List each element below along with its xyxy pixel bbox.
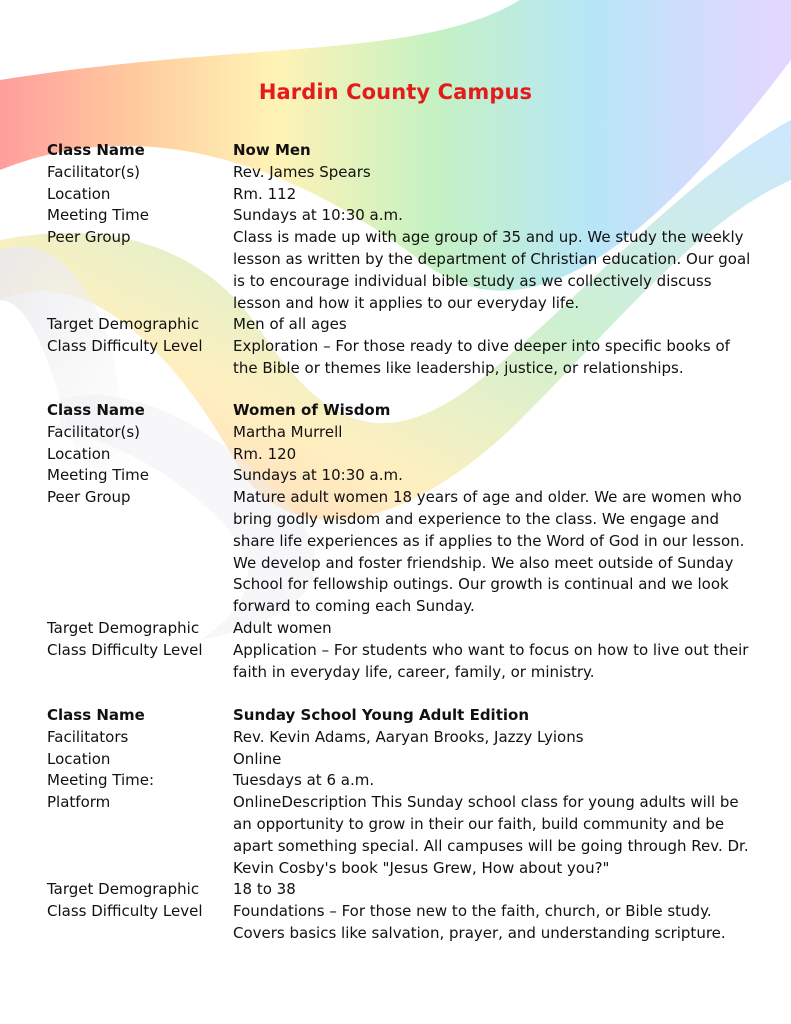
target-demographic-row bbox=[47, 879, 767, 901]
field-label: Facilitator(s) bbox=[47, 422, 141, 441]
peer-group-row bbox=[47, 487, 767, 618]
field-label: Class Difficulty Level bbox=[47, 902, 203, 921]
class-name-row bbox=[47, 705, 767, 727]
field-value: Men of all ages bbox=[233, 315, 347, 334]
field-label: Location bbox=[47, 444, 111, 463]
target-demographic-row bbox=[47, 314, 767, 336]
field-value: Foundations – For those new to the faith, church, or Bible study. Covers basics like salvation, prayer, and understanding scripture. bbox=[233, 902, 726, 942]
platform-row bbox=[47, 792, 767, 879]
field-value: Class is made up with age group of 35 and up. We study the weekly lesson as written by the department of Christian education. Our goal is to encourage individual bible study as we collectively discuss lesson and how it applies to our everyday life. bbox=[233, 228, 751, 312]
field-value: Adult women bbox=[233, 618, 332, 637]
field-label: Target Demographic bbox=[47, 618, 200, 637]
facilitator-row bbox=[47, 422, 767, 444]
field-label: Meeting Time bbox=[47, 206, 149, 225]
field-label: Peer Group bbox=[47, 488, 131, 507]
field-label: Class Difficulty Level bbox=[47, 337, 203, 356]
field-label: Class Name bbox=[47, 141, 145, 159]
field-value: Tuesdays at 6 a.m. bbox=[233, 771, 375, 790]
field-label: Location bbox=[47, 749, 111, 768]
field-label: Class Name bbox=[47, 401, 145, 419]
field-label: Facilitator(s) bbox=[47, 162, 141, 181]
field-label: Target Demographic bbox=[47, 880, 200, 899]
meeting-time-row bbox=[47, 205, 767, 227]
field-label: Meeting Time bbox=[47, 466, 149, 485]
class-name-value: Now Men bbox=[233, 141, 311, 159]
field-value: Sundays at 10:30 a.m. bbox=[233, 206, 403, 225]
page-title: Hardin County Campus bbox=[258, 80, 533, 104]
difficulty-level-row bbox=[47, 640, 767, 684]
meeting-time-row bbox=[47, 465, 767, 487]
field-label: Platform bbox=[47, 793, 111, 812]
field-value: 18 to 38 bbox=[233, 880, 296, 899]
class-name-value: Sunday School Young Adult Edition bbox=[233, 706, 529, 724]
facilitator-row bbox=[47, 162, 767, 184]
peer-group-row bbox=[47, 227, 767, 314]
field-label: Class Difficulty Level bbox=[47, 640, 203, 659]
field-value: Rev. Kevin Adams, Aaryan Brooks, Jazzy Lyions bbox=[233, 727, 584, 746]
class-name-row bbox=[47, 400, 767, 422]
difficulty-level-row bbox=[47, 901, 767, 945]
field-label: Location bbox=[47, 184, 111, 203]
target-demographic-row bbox=[47, 618, 767, 640]
field-label: Target Demographic bbox=[47, 315, 200, 334]
class-name-row bbox=[47, 140, 767, 162]
field-value: Sundays at 10:30 a.m. bbox=[233, 466, 403, 485]
location-row bbox=[47, 444, 767, 466]
field-value: OnlineDescription This Sunday school class for young adults will be an opportunity to grow in their our faith, build community and be apart something special. All campuses will be going through Rev. Dr. Kevin Cosby's book "Jesus Grew, How about you?" bbox=[233, 793, 749, 877]
field-label: Class Name bbox=[47, 706, 145, 724]
field-label: Facilitators bbox=[47, 727, 129, 746]
location-row bbox=[47, 184, 767, 206]
facilitators-row bbox=[47, 727, 767, 749]
location-row bbox=[47, 749, 767, 771]
field-value: Online bbox=[233, 749, 282, 768]
field-value: Rm. 112 bbox=[233, 184, 297, 203]
difficulty-level-row bbox=[47, 336, 767, 380]
class-block-women-of-wisdom bbox=[47, 400, 767, 683]
class-block-now-men bbox=[47, 140, 767, 380]
field-label: Meeting Time: bbox=[47, 771, 155, 790]
field-value: Application – For students who want to focus on how to live out their faith in everyday life, career, family, or ministry. bbox=[233, 640, 749, 681]
field-value: Rm. 120 bbox=[233, 444, 297, 463]
field-label: Peer Group bbox=[47, 228, 131, 247]
field-value: Rev. James Spears bbox=[233, 162, 371, 181]
field-value: Martha Murrell bbox=[233, 422, 343, 441]
field-value: Exploration – For those ready to dive deeper into specific books of the Bible or themes like leadership, justice, or relationships. bbox=[233, 337, 730, 377]
class-name-value: Women of Wisdom bbox=[233, 401, 391, 419]
class-block-young-adult-edition bbox=[47, 705, 767, 945]
field-value: Mature adult women 18 years of age and older. We are women who bring godly wisdom and experience to the class. We engage and share life experiences as if applies to the Word of God in our lesson. We develop and foster friendship. We also meet outside of Sunday School for fellowship outings. Our growth is continual and we look forward to coming each Sunday. bbox=[233, 488, 745, 616]
meeting-time-row bbox=[47, 770, 767, 792]
